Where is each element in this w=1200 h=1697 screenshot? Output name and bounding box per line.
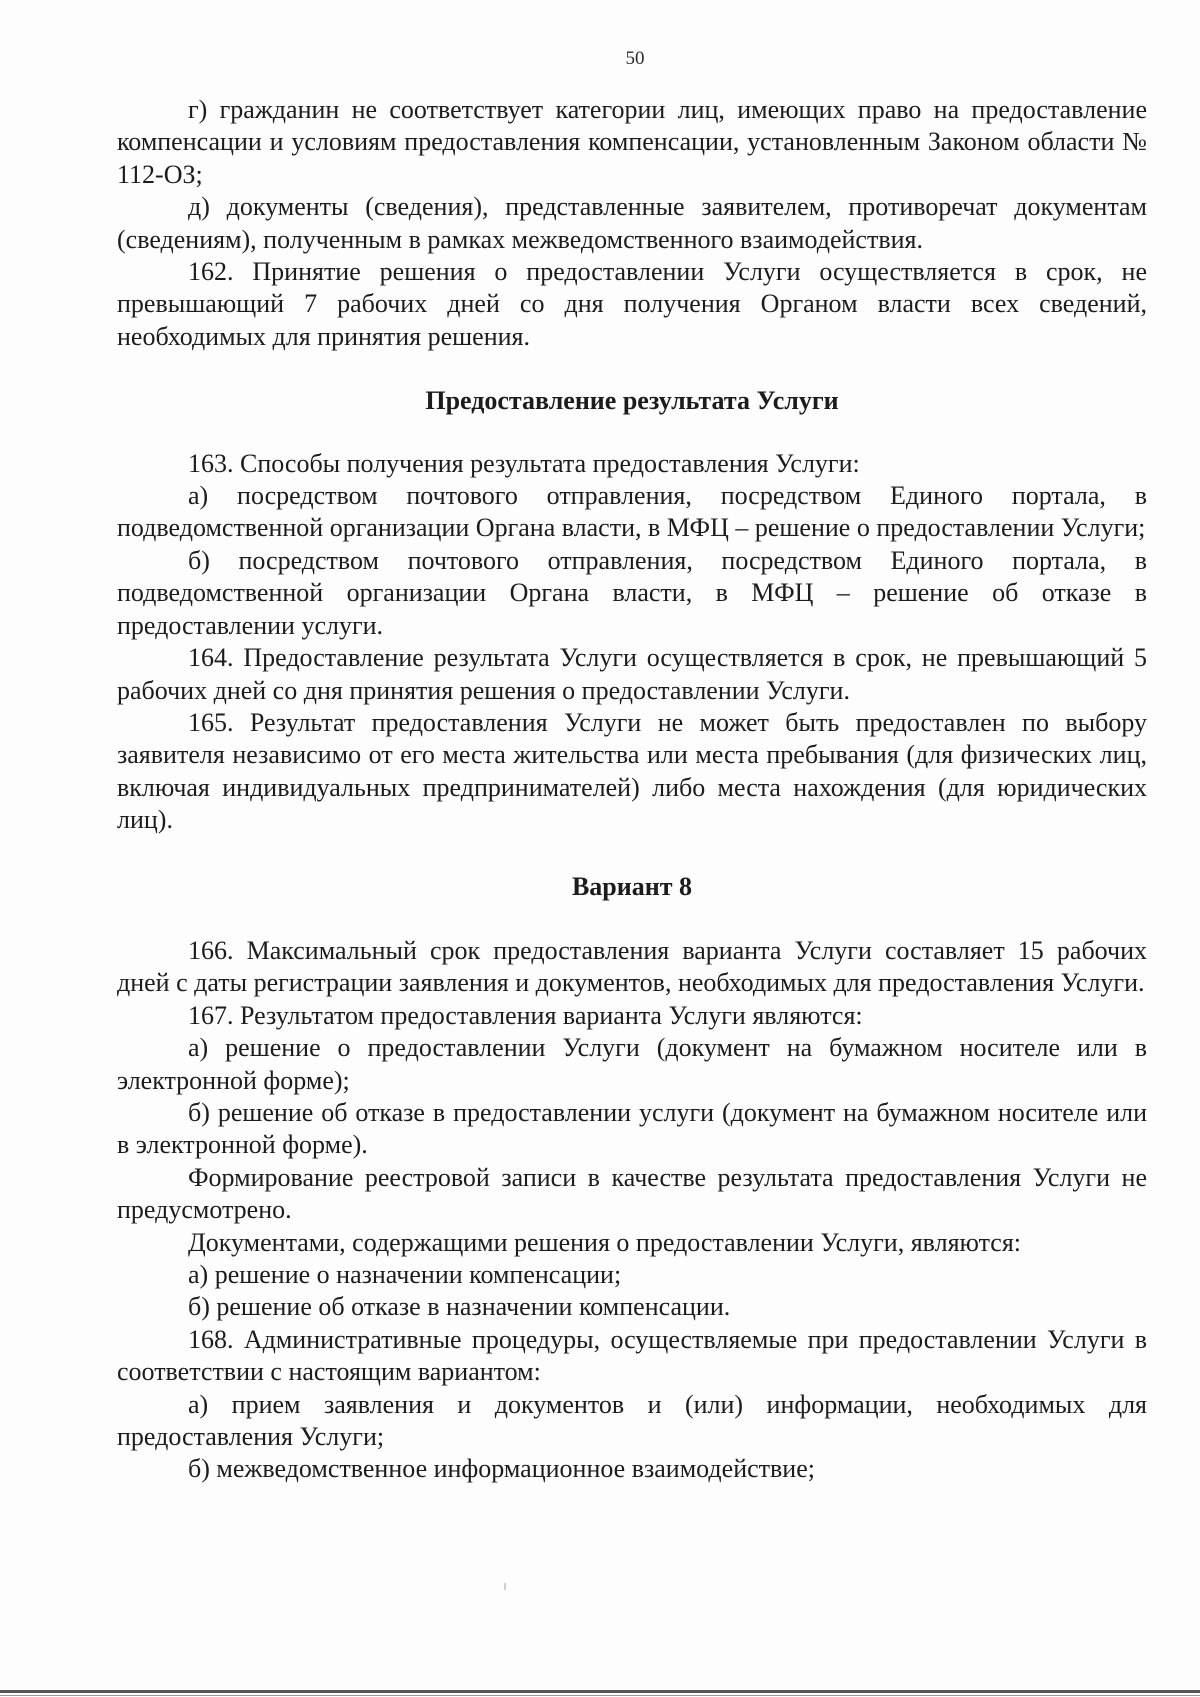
- paragraph-d: д) документы (сведения), представленные заявителем, противоречат документам (сведениям), полученным в рамках межведомственного взаимодействия.: [117, 192, 1147, 254]
- paragraph-decision-documents: Документами, содержащими решения о предоставлении Услуги, являются:: [188, 1227, 1022, 1257]
- paragraph-168-a: а) прием заявления и документов и (или) информации, необходимых для предоставления Услуги;: [117, 1389, 1147, 1452]
- scan-edge-line-thin: [0, 1695, 1200, 1696]
- paragraph-163-a: а) посредством почтового отправления, посредством Единого портала, в подведомственной организации Органа власти, в МФЦ – решение о предоставлении Услуги;: [117, 481, 1147, 543]
- section-heading-result: Предоставление результата Услуги: [425, 386, 839, 416]
- paragraph-166: 166. Максимальный срок предоставления варианта Услуги составляет 15 рабочих дней с даты регистрации заявления и документов, необходимых для предоставления Услуги.: [117, 935, 1147, 998]
- paragraph-167-b: б) решение об отказе в предоставлении услуги (документ на бумажном носителе или в электронной форме).: [117, 1097, 1147, 1160]
- paragraph-164: 164. Предоставление результата Услуги осуществляется в срок, не превышающий 5 рабочих дней со дня принятия решения о предоставлении Услуги.: [117, 643, 1147, 705]
- paragraph-163: 163. Способы получения результата предоставления Услуги:: [188, 448, 860, 478]
- paragraph-167: 167. Результатом предоставления варианта Услуги являются:: [188, 1000, 863, 1030]
- paragraph-162: 162. Принятие решения о предоставлении Услуги осуществляется в срок, не превышающий 7 рабочих дней со дня получения Органом власти всех сведений, необходимых для принятия решения.: [117, 257, 1147, 351]
- paragraph-168-b: б) межведомственное информационное взаимодействие;: [188, 1454, 815, 1484]
- document-body: [117, 94, 1147, 1486]
- paragraph-decision-a: а) решение о назначении компенсации;: [188, 1260, 622, 1289]
- paragraph-g: г) гражданин не соответствует категории лиц, имеющих право на предоставление компенсации и условиям предоставления компенсации, установленным Законом области № 112-ОЗ;: [117, 95, 1147, 189]
- section-heading-variant: Вариант 8: [571, 871, 693, 901]
- paragraph-165: 165. Результат предоставления Услуги не может быть предоставлен по выбору заявителя независимо от его места жительства или места пребывания (для физических лиц, включая индивидуальных предпринимателей) либо места нахождения (для юридических лиц).: [117, 707, 1147, 835]
- paragraph-registry-record: Формирование реестровой записи в качестве результата предоставления Услуги не предусмотрено.: [117, 1162, 1147, 1225]
- scan-edge-line: [0, 1690, 1200, 1693]
- paragraph-163-b: б) посредством почтового отправления, посредством Единого портала, в подведомственной организации Органа власти, в МФЦ – решение об отказе в предоставлении услуги.: [117, 545, 1147, 640]
- scan-artifact: [504, 1583, 506, 1590]
- paragraph-168: 168. Административные процедуры, осуществляемые при предоставлении Услуги в соответствии с настоящим вариантом:: [117, 1324, 1147, 1387]
- paragraph-decision-b: б) решение об отказе в назначении компенсации.: [188, 1292, 731, 1322]
- page-number: 50: [625, 48, 645, 69]
- paragraph-167-a: а) решение о предоставлении Услуги (документ на бумажном носителе или в электронной форме);: [117, 1033, 1147, 1095]
